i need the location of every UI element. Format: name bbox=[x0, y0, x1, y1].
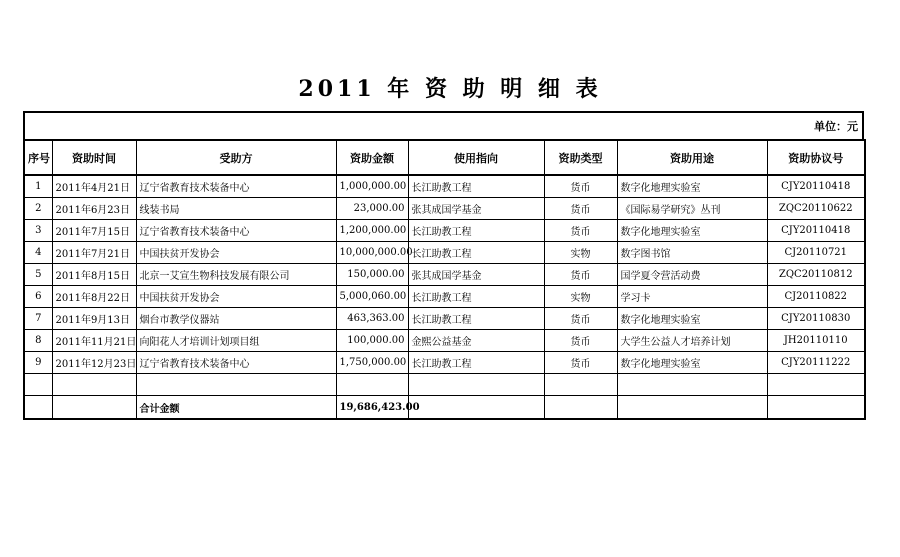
cell-agreement: CJY20110418 bbox=[767, 220, 865, 242]
empty-cell bbox=[617, 396, 767, 420]
cell-direction: 金熙公益基金 bbox=[408, 330, 544, 352]
cell-purpose: 数字图书馆 bbox=[617, 242, 767, 264]
cell-type: 货币 bbox=[544, 308, 617, 330]
cell-purpose: 大学生公益人才培养计划 bbox=[617, 330, 767, 352]
cell-purpose: 学习卡 bbox=[617, 286, 767, 308]
empty-cell bbox=[767, 396, 865, 420]
cell-amount: 463,363.00 bbox=[336, 308, 408, 330]
header-date: 资助时间 bbox=[52, 140, 136, 175]
page-title: 2011 年 资 助 明 细 表 bbox=[298, 76, 602, 102]
table-row bbox=[24, 330, 865, 352]
cell-amount: 1,200,000.00 bbox=[336, 220, 408, 242]
table-row bbox=[24, 264, 865, 286]
cell-agreement: CJ20110822 bbox=[767, 286, 865, 308]
header-type: 资助类型 bbox=[544, 140, 617, 175]
cell-direction: 长江助教工程 bbox=[408, 175, 544, 198]
cell-direction: 长江助教工程 bbox=[408, 220, 544, 242]
cell-recipient: 北京一艾宣生物科技发展有限公司 bbox=[136, 264, 336, 286]
cell-seq: 2 bbox=[24, 198, 52, 220]
header-direction: 使用指向 bbox=[408, 140, 544, 175]
total-label: 合计金额 bbox=[136, 396, 336, 420]
cell-type: 货币 bbox=[544, 220, 617, 242]
header-row bbox=[24, 140, 865, 175]
cell-amount: 23,000.00 bbox=[336, 198, 408, 220]
empty-cell bbox=[52, 396, 136, 420]
cell-purpose: 《国际易学研究》丛刊 bbox=[617, 198, 767, 220]
header-amount: 资助金额 bbox=[336, 140, 408, 175]
cell-type: 货币 bbox=[544, 198, 617, 220]
empty-cell bbox=[336, 374, 408, 396]
cell-recipient: 辽宁省教育技术装备中心 bbox=[136, 352, 336, 374]
cell-recipient: 辽宁省教育技术装备中心 bbox=[136, 175, 336, 198]
header-seq: 序号 bbox=[24, 140, 52, 175]
cell-direction: 长江助教工程 bbox=[408, 352, 544, 374]
cell-agreement: ZQC20110812 bbox=[767, 264, 865, 286]
funding-table bbox=[23, 139, 866, 420]
cell-seq: 6 bbox=[24, 286, 52, 308]
cell-amount: 5,000,060.00 bbox=[336, 286, 408, 308]
cell-type: 货币 bbox=[544, 264, 617, 286]
cell-amount: 1,750,000.00 bbox=[336, 352, 408, 374]
cell-date: 2011年7月21日 bbox=[52, 242, 136, 264]
empty-cell bbox=[617, 374, 767, 396]
cell-type: 货币 bbox=[544, 330, 617, 352]
cell-date: 2011年12月23日 bbox=[52, 352, 136, 374]
cell-type: 货币 bbox=[544, 352, 617, 374]
cell-seq: 9 bbox=[24, 352, 52, 374]
empty-cell bbox=[52, 374, 136, 396]
total-row bbox=[24, 396, 865, 420]
cell-date: 2011年8月22日 bbox=[52, 286, 136, 308]
table-row bbox=[24, 308, 865, 330]
cell-type: 实物 bbox=[544, 242, 617, 264]
cell-amount: 150,000.00 bbox=[336, 264, 408, 286]
header-recipient: 受助方 bbox=[136, 140, 336, 175]
cell-direction: 张其成国学基金 bbox=[408, 198, 544, 220]
cell-amount: 1,000,000.00 bbox=[336, 175, 408, 198]
cell-agreement: CJY20110418 bbox=[767, 175, 865, 198]
unit-row bbox=[23, 111, 864, 139]
cell-seq: 3 bbox=[24, 220, 52, 242]
cell-recipient: 线装书局 bbox=[136, 198, 336, 220]
cell-recipient: 中国扶贫开发协会 bbox=[136, 286, 336, 308]
cell-purpose: 国学夏令营活动费 bbox=[617, 264, 767, 286]
cell-agreement: CJY20111222 bbox=[767, 352, 865, 374]
cell-seq: 1 bbox=[24, 175, 52, 198]
cell-date: 2011年6月23日 bbox=[52, 198, 136, 220]
cell-agreement: CJY20110830 bbox=[767, 308, 865, 330]
header-agreement: 资助协议号 bbox=[767, 140, 865, 175]
table-row bbox=[24, 352, 865, 374]
header-purpose: 资助用途 bbox=[617, 140, 767, 175]
cell-date: 2011年4月21日 bbox=[52, 175, 136, 198]
table-row bbox=[24, 242, 865, 264]
cell-recipient: 烟台市教学仪器站 bbox=[136, 308, 336, 330]
table-row bbox=[24, 286, 865, 308]
cell-purpose: 数字化地理实验室 bbox=[617, 175, 767, 198]
cell-purpose: 数字化地理实验室 bbox=[617, 352, 767, 374]
cell-direction: 长江助教工程 bbox=[408, 242, 544, 264]
cell-seq: 5 bbox=[24, 264, 52, 286]
cell-recipient: 中国扶贫开发协会 bbox=[136, 242, 336, 264]
cell-agreement: CJ20110721 bbox=[767, 242, 865, 264]
cell-seq: 4 bbox=[24, 242, 52, 264]
cell-direction: 张其成国学基金 bbox=[408, 264, 544, 286]
cell-date: 2011年8月15日 bbox=[52, 264, 136, 286]
cell-amount: 100,000.00 bbox=[336, 330, 408, 352]
cell-direction: 长江助教工程 bbox=[408, 286, 544, 308]
empty-cell bbox=[767, 374, 865, 396]
cell-direction: 长江助教工程 bbox=[408, 308, 544, 330]
empty-cell bbox=[544, 374, 617, 396]
empty-cell bbox=[408, 374, 544, 396]
empty-cell bbox=[408, 396, 544, 420]
empty-cell bbox=[544, 396, 617, 420]
cell-date: 2011年7月15日 bbox=[52, 220, 136, 242]
empty-row bbox=[24, 374, 865, 396]
cell-type: 货币 bbox=[544, 175, 617, 198]
empty-cell bbox=[24, 374, 52, 396]
empty-cell bbox=[24, 396, 52, 420]
table-row bbox=[24, 198, 865, 220]
cell-recipient: 辽宁省教育技术装备中心 bbox=[136, 220, 336, 242]
cell-date: 2011年9月13日 bbox=[52, 308, 136, 330]
empty-cell bbox=[136, 374, 336, 396]
table-row bbox=[24, 220, 865, 242]
cell-agreement: ZQC20110622 bbox=[767, 198, 865, 220]
cell-type: 实物 bbox=[544, 286, 617, 308]
cell-date: 2011年11月21日 bbox=[52, 330, 136, 352]
table-row bbox=[24, 175, 865, 198]
cell-seq: 7 bbox=[24, 308, 52, 330]
table-body bbox=[24, 175, 865, 419]
unit-label: 单位：元 bbox=[814, 120, 858, 133]
cell-agreement: JH20110110 bbox=[767, 330, 865, 352]
cell-amount: 10,000,000.00 bbox=[336, 242, 408, 264]
cell-seq: 8 bbox=[24, 330, 52, 352]
total-amount: 19,686,423.00 bbox=[336, 396, 408, 420]
cell-recipient: 向阳花人才培训计划项目组 bbox=[136, 330, 336, 352]
cell-purpose: 数字化地理实验室 bbox=[617, 308, 767, 330]
cell-purpose: 数字化地理实验室 bbox=[617, 220, 767, 242]
